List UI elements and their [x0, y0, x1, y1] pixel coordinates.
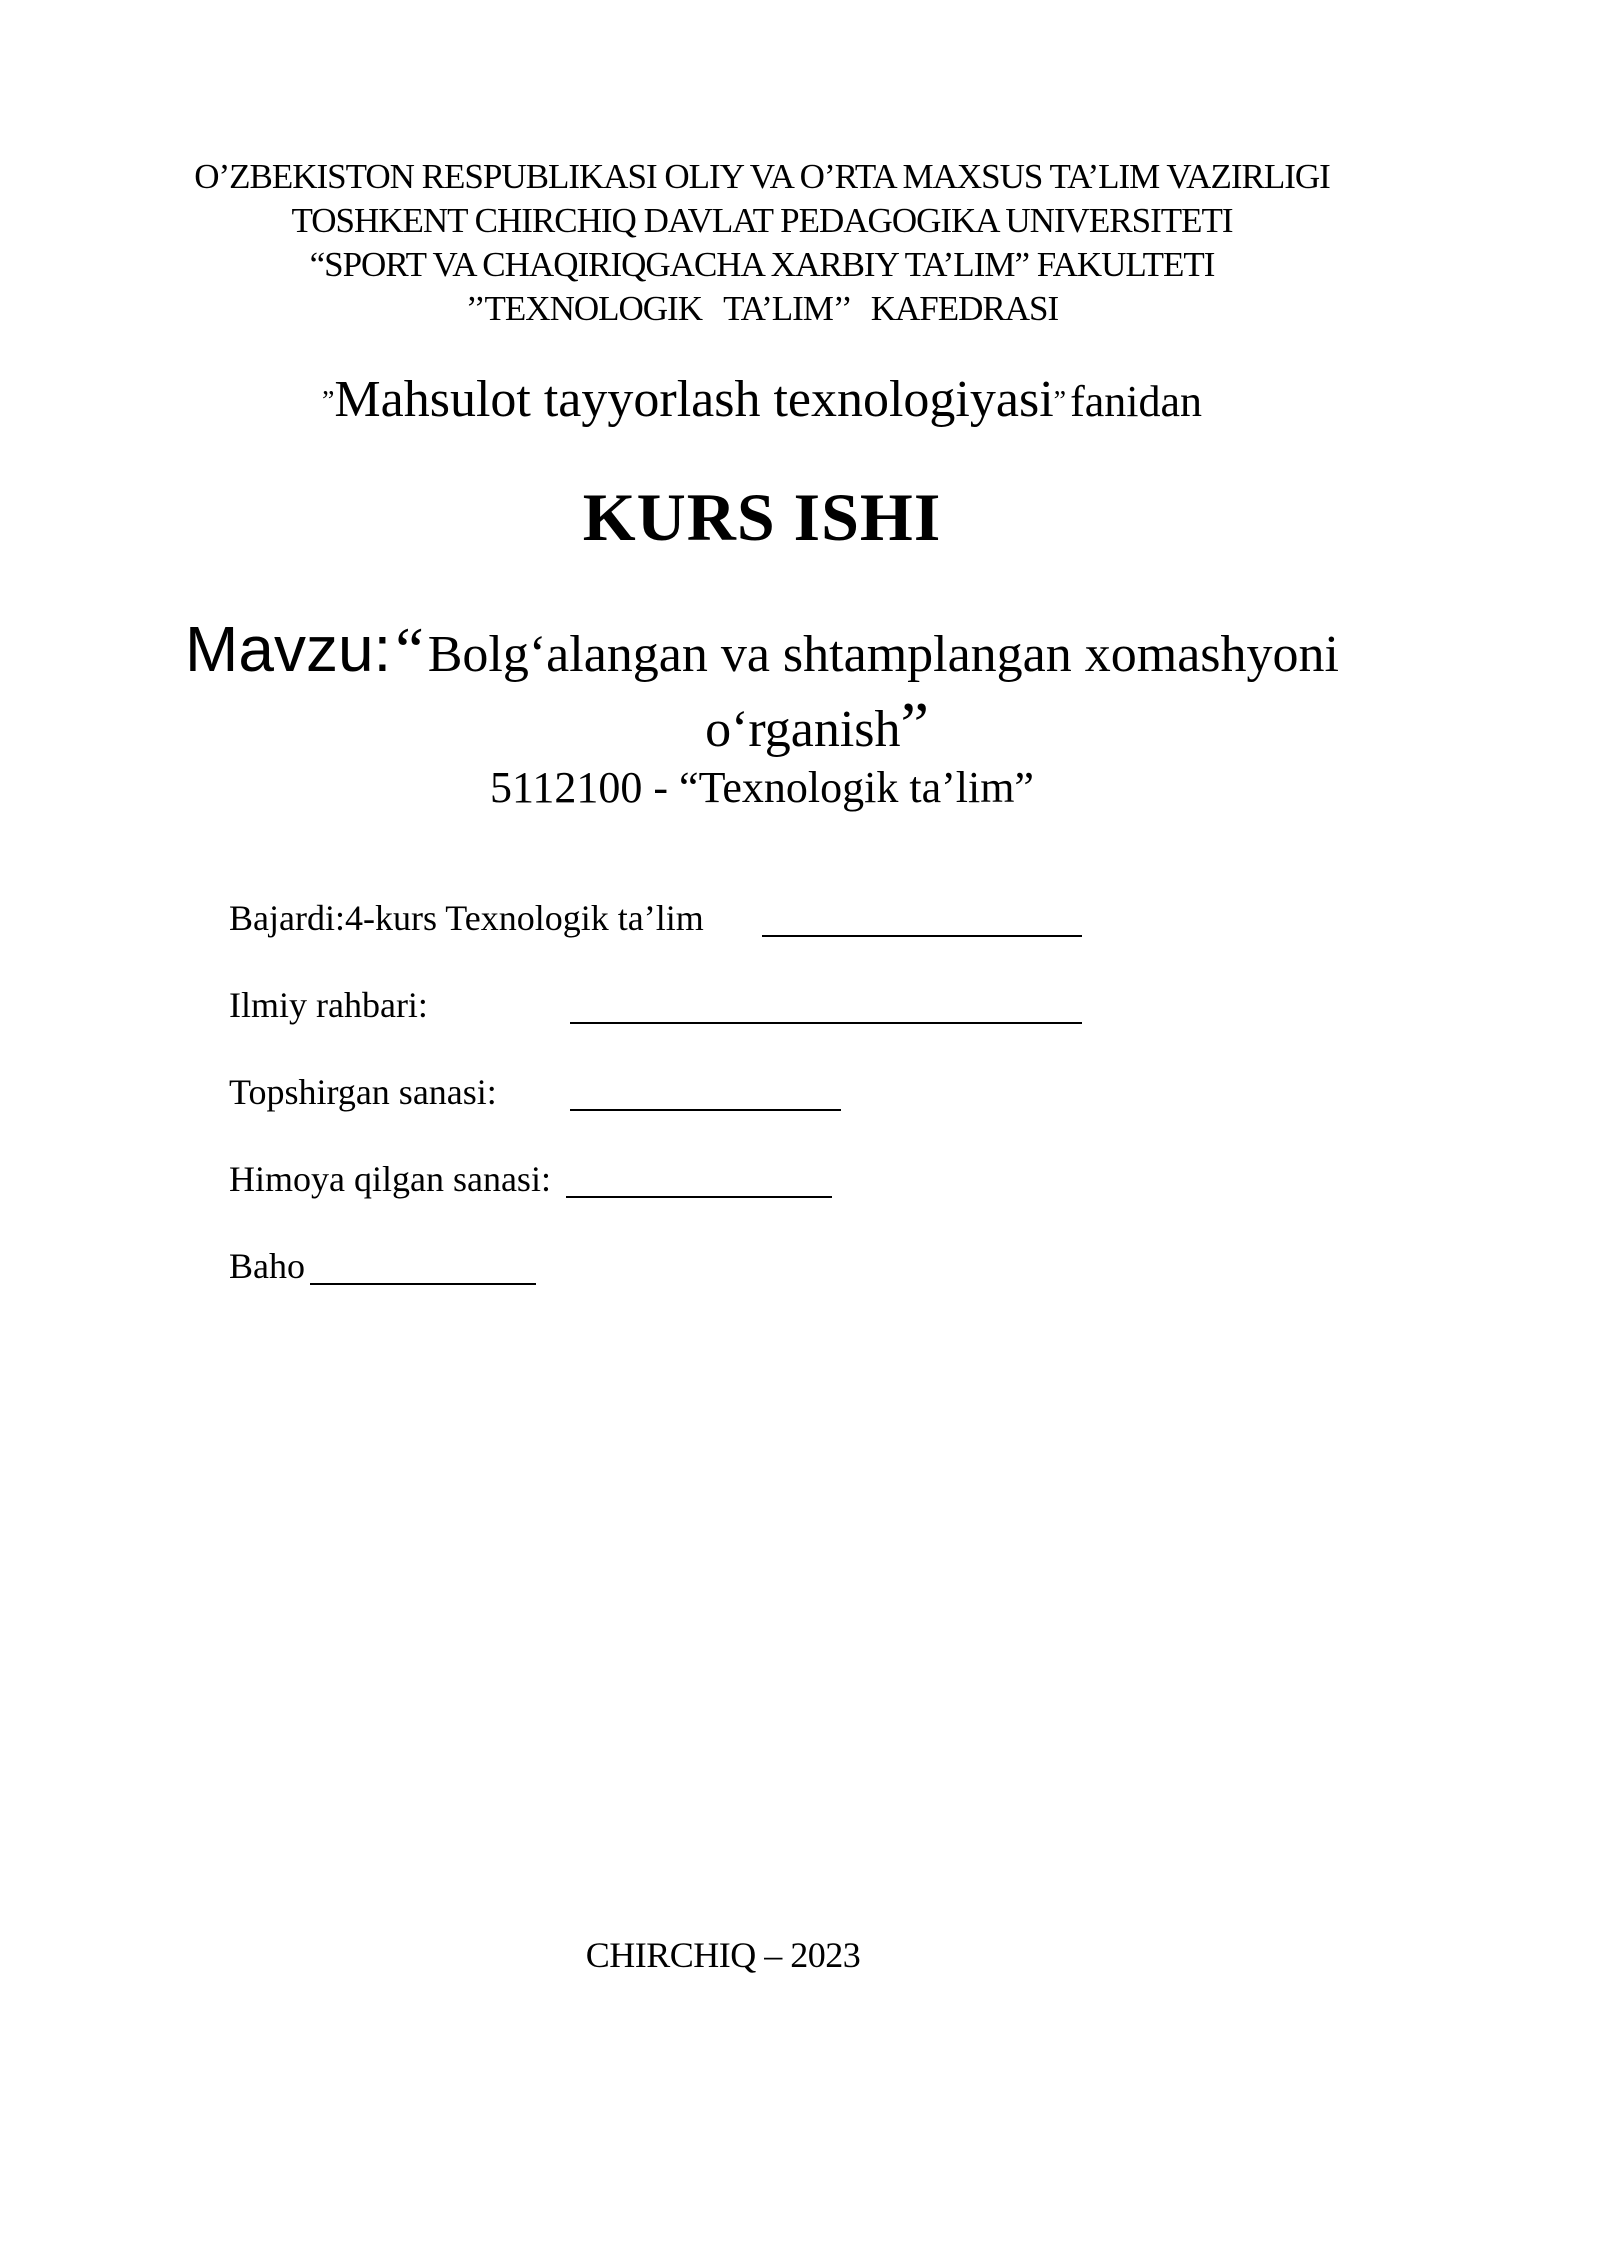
document-title: KURS ISHI	[582, 479, 942, 555]
submitted-date-blank-line	[570, 1109, 841, 1111]
subject-name: Mahsulot tayyorlash texnologiyasi	[334, 371, 1054, 428]
topic-text-line1: Bolg‘alangan va shtamplangan xomashyoni	[427, 626, 1339, 683]
subject-line	[0, 370, 1524, 429]
grade-blank-line	[310, 1283, 536, 1285]
defended-date-blank-line	[566, 1196, 832, 1198]
city-year: CHIRCHIQ – 2023	[585, 1935, 861, 1975]
header-block	[0, 155, 1524, 331]
university-name: TOSHKENT CHIRCHIQ DAVLAT PEDAGOGIKA UNIVERSITETI	[291, 201, 1233, 240]
submitted-date-label: Topshirgan sanasi:	[229, 1072, 497, 1112]
subject-open-quote: ”	[321, 386, 335, 417]
topic-line-1	[0, 612, 1524, 687]
supervisor-blank-line	[570, 1022, 1082, 1024]
topic-open-quote: “	[395, 614, 424, 685]
supervisor-label: Ilmiy rahbari:	[229, 985, 428, 1025]
subject-suffix: fanidan	[1070, 377, 1203, 426]
specialty-code: 5112100 - “Texnologik ta’lim”	[490, 763, 1034, 812]
defended-date-label: Himoya qilgan sanasi:	[229, 1159, 551, 1199]
performer-blank-line	[762, 935, 1082, 937]
grade-label: Baho	[229, 1246, 305, 1286]
topic-close-quote: ”	[900, 689, 929, 760]
ministry-name: O’ZBEKISTON RESPUBLIKASI OLIY VA O’RTA MAXSUS TA’LIM VAZIRLIGI	[194, 157, 1330, 196]
subject-close-quote: ”	[1053, 386, 1067, 417]
department-name: ’’TEXNOLOGIK TA’LIM’’ KAFEDRASI	[465, 289, 1059, 328]
topic-label: Mavzu:	[185, 613, 392, 685]
performer-label: Bajardi:4-kurs Texnologik ta’lim	[229, 898, 704, 938]
faculty-name: “SPORT VA CHAQIRIQGACHA XARBIY TA’LIM” FAKULTETI	[309, 245, 1215, 284]
topic-line-2	[0, 688, 1600, 762]
topic-text-line2: o‘rganish	[705, 701, 901, 758]
